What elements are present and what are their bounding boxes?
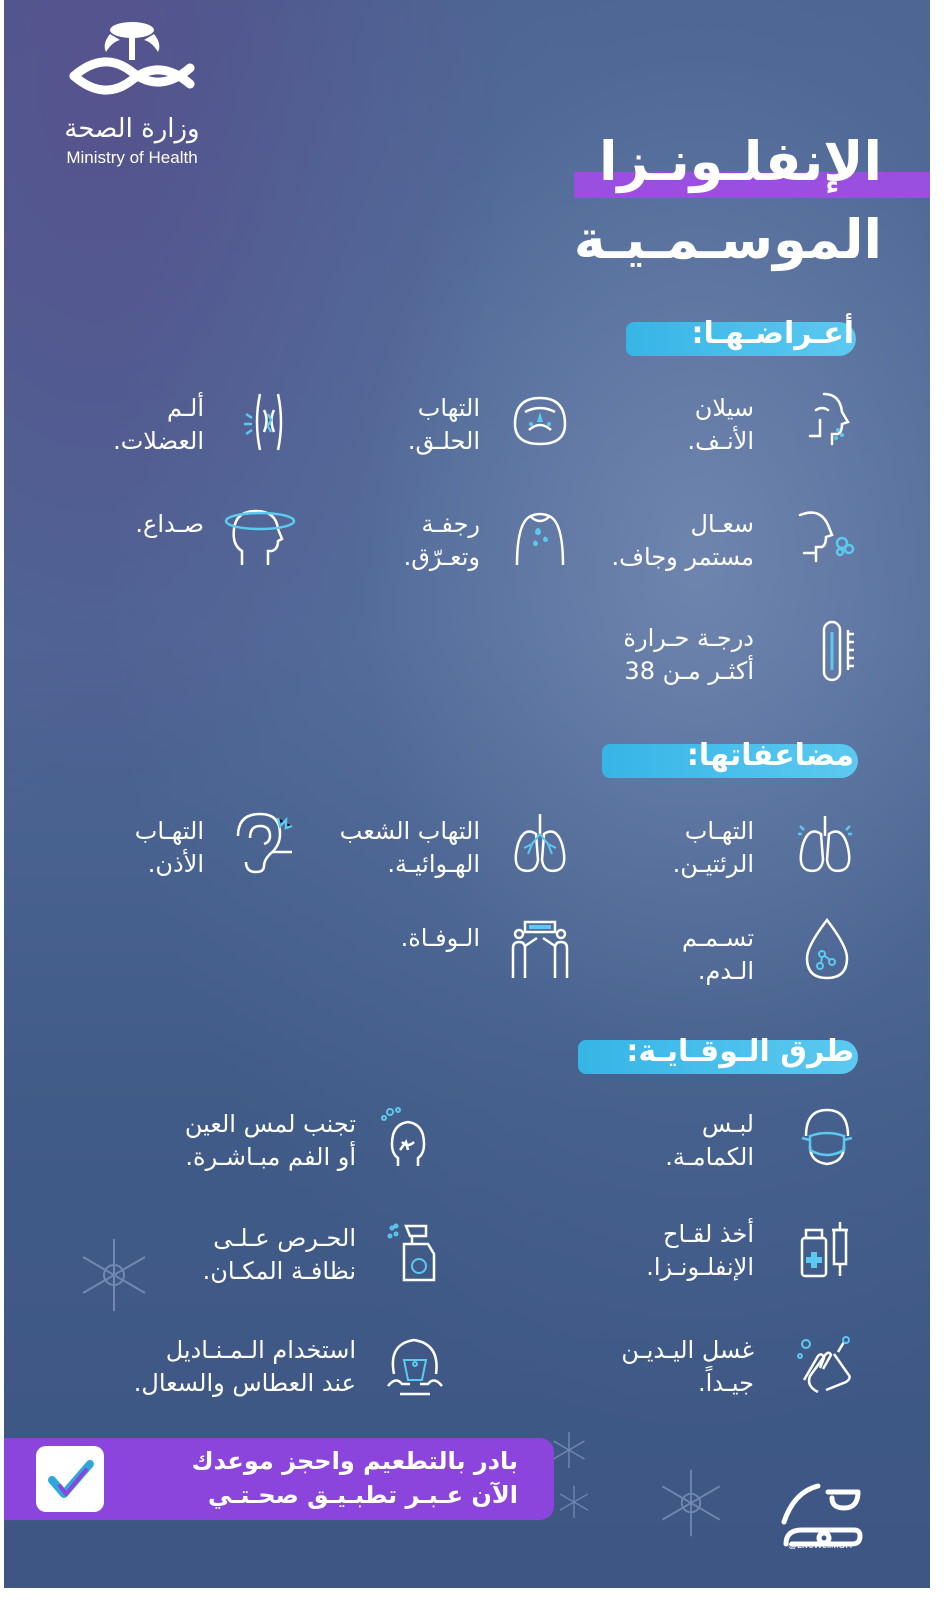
prevention-item: الحـرص عـلـى نظافـة المكـان. xyxy=(202,1224,356,1285)
sweat-icon xyxy=(509,505,571,567)
muscle-icon xyxy=(238,390,300,452)
symptoms-heading: أعـراضـهـا: xyxy=(691,316,854,351)
symptom-item: صـداع. xyxy=(135,510,204,538)
snowflake-icon xyxy=(654,1466,728,1540)
cta-text[interactable]: بادر بالتطعيم واحجز موعدك الآن عـبـر تطبـيـق صحـتـي xyxy=(191,1447,518,1509)
face-touch-icon xyxy=(380,1106,442,1168)
symptom-item: ألـم العضلات. xyxy=(113,394,204,455)
complication-item: التهـاب الرئتيـن. xyxy=(672,817,754,878)
headache-icon xyxy=(224,505,296,567)
symptom-item: سيلان الأنـف. xyxy=(687,394,754,455)
page-title-line1: الإنفلـونـزا xyxy=(598,130,882,193)
throat-icon xyxy=(509,390,571,452)
complications-heading: مضاعفاتها: xyxy=(686,738,854,773)
prevention-item: غسل اليـديـن جيـداً. xyxy=(621,1336,754,1397)
bronchi-icon xyxy=(509,812,571,874)
cough-icon xyxy=(794,505,856,567)
mask-icon xyxy=(796,1106,858,1168)
tissue-sneeze-icon xyxy=(384,1334,446,1396)
coffin-bearers-icon xyxy=(509,918,571,980)
vaccine-icon xyxy=(796,1218,858,1280)
thermometer-icon xyxy=(806,620,868,682)
prevention-item: استخدام الـمـنـاديل عند العطاس والسعال. xyxy=(133,1336,356,1397)
nose-icon xyxy=(794,388,856,450)
complication-item: تسـمـم الـدم. xyxy=(682,924,754,985)
snowflake-icon xyxy=(74,1235,154,1315)
page-title-line2: الموسـمـيـة xyxy=(573,208,882,271)
snowflake-icon xyxy=(556,1484,592,1520)
symptom-item: رجفـة وتعـرّق. xyxy=(403,510,480,571)
complication-item: الـوفـاة. xyxy=(400,924,480,952)
symptom-item: سعـال مستمر وجاف. xyxy=(611,510,754,571)
symptom-item: درجـة حـرارة أكثـر مـن 38 xyxy=(623,624,754,685)
prevention-item: لبـس الكمامـة. xyxy=(665,1110,754,1171)
prevention-item: تجنب لمس العين أو الفم مبـاشـرة. xyxy=(184,1110,356,1171)
hand-wash-icon xyxy=(796,1334,858,1396)
lungs-icon xyxy=(794,812,856,874)
blood-drop-icon xyxy=(796,918,858,980)
ministry-logo xyxy=(42,18,222,178)
sehhaty-check-icon[interactable] xyxy=(36,1446,104,1512)
prevention-item: أخذ لقـاح الإنفلـونـزا. xyxy=(646,1220,754,1281)
ministry-name-arabic: وزارة الصحة xyxy=(64,114,200,144)
brand-handle: @LiveWellMOH xyxy=(788,1540,852,1550)
ministry-name-english: Ministry of Health xyxy=(66,148,198,167)
complication-item: التهـاب الأذن. xyxy=(134,817,204,878)
poster xyxy=(4,0,930,1588)
complication-item: التهاب الشعب الهـوائيـة. xyxy=(339,817,480,878)
spray-bottle-icon xyxy=(382,1222,444,1284)
snowflake-icon xyxy=(549,1430,589,1470)
prevention-heading: طرق الـوقـايـة: xyxy=(626,1034,854,1069)
symptom-item: التهاب الحلـق. xyxy=(407,394,480,455)
palm-swords-emblem-icon xyxy=(64,18,200,108)
ear-icon xyxy=(226,812,296,874)
